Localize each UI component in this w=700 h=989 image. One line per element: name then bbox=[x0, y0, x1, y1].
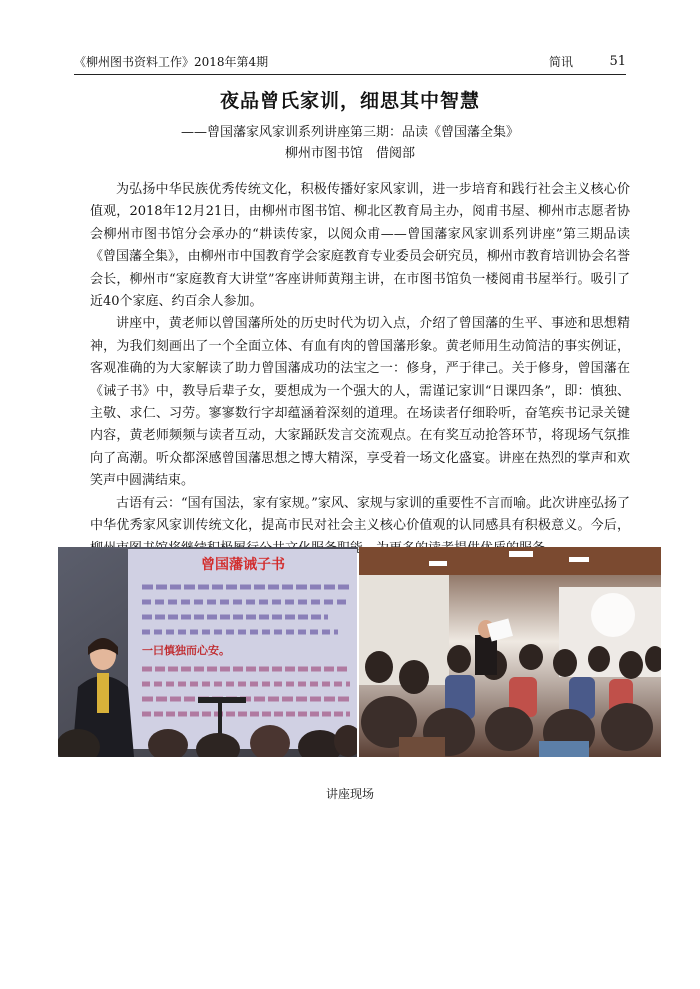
lecture-photos bbox=[58, 547, 661, 757]
slide-title: 曾国藩诫子书 bbox=[201, 557, 285, 573]
article-body bbox=[90, 179, 630, 560]
lecturer-photo bbox=[58, 547, 357, 757]
page-number: 51 bbox=[609, 54, 626, 69]
article-title: 夜品曾氏家训，细思其中智慧 bbox=[219, 90, 480, 112]
page-header bbox=[74, 52, 626, 72]
slide-heading: 一曰慎独而心安。 bbox=[142, 644, 230, 657]
paragraph: 讲座中，黄老师以曾国藩所处的历史时代为切入点，介绍了曾国藩的生平、事迹和思想精神，为我们刻画出了一个全面立体、有血有肉的曾国藩形象。黄老师用生动简洁的事实例证，客观准确的为大家解读了助力曾国藩成功的法宝之一：修身，严于律己。关于修身，曾国藩在《诫子书》中，教导后辈子女，要想成为一个强大的人，需谨记家训“日课四条”，即：慎独、主敬、求仁、习劳。寥寥数行字却蕴涵着深刻的道理。在场读者仔细聆听，奋笔疾书记录关键内容，黄老师频频与读者互动，大家踊跃发言交流观点。在有奖互动抢答环节，将现场气氛推向了高潮。听众都深感曾国藩思想之博大精深，享受着一场文化盛宴。讲座在热烈的掌声和欢笑声中圆满结束。 bbox=[90, 316, 630, 489]
article-subtitle: ——曾国藩家风家训系列讲座第三期：品读《曾国藩全集》 bbox=[180, 125, 519, 140]
article-author: 柳州市图书馆 借阅部 bbox=[284, 146, 415, 161]
audience-photo-image bbox=[359, 547, 661, 757]
header-rule bbox=[74, 74, 626, 75]
lecturer-photo-image bbox=[58, 547, 357, 757]
photo-caption: 讲座现场 bbox=[325, 787, 374, 801]
audience-photo bbox=[359, 547, 661, 757]
journal-title: 《柳州图书资料工作》2018年第4期 bbox=[74, 55, 269, 69]
paragraph: 为弘扬中华民族优秀传统文化，积极传播好家风家训，进一步培育和践行社会主义核心价值观，2018年12月21日，由柳州市图书馆、柳北区教育局主办，阅甫书屋、柳州市志愿者协会柳州市图书馆分会承办的“耕读传家，以阅众甫——曾国藩家风家训系列讲座”第三期品读《曾国藩全集》，由柳州市中国教育学会家庭教育专业委员会研究员，柳州市教育培训协会名誉会长，柳州市“家庭教育大讲堂”客座讲师黄翔主讲，在市图书馆负一楼阅甫书屋举行。吸引了近40个家庭、约百余人参加。 bbox=[90, 182, 630, 310]
section-label: 简讯 bbox=[549, 55, 574, 69]
paragraph: 古语有云：“国有国法，家有家规。”家风、家规与家训的重要性不言而喻。此次讲座弘扬了中华优秀家风家训传统文化，提高市民对社会主义核心价值观的认同感具有积极意义。今后， bbox=[90, 495, 630, 534]
